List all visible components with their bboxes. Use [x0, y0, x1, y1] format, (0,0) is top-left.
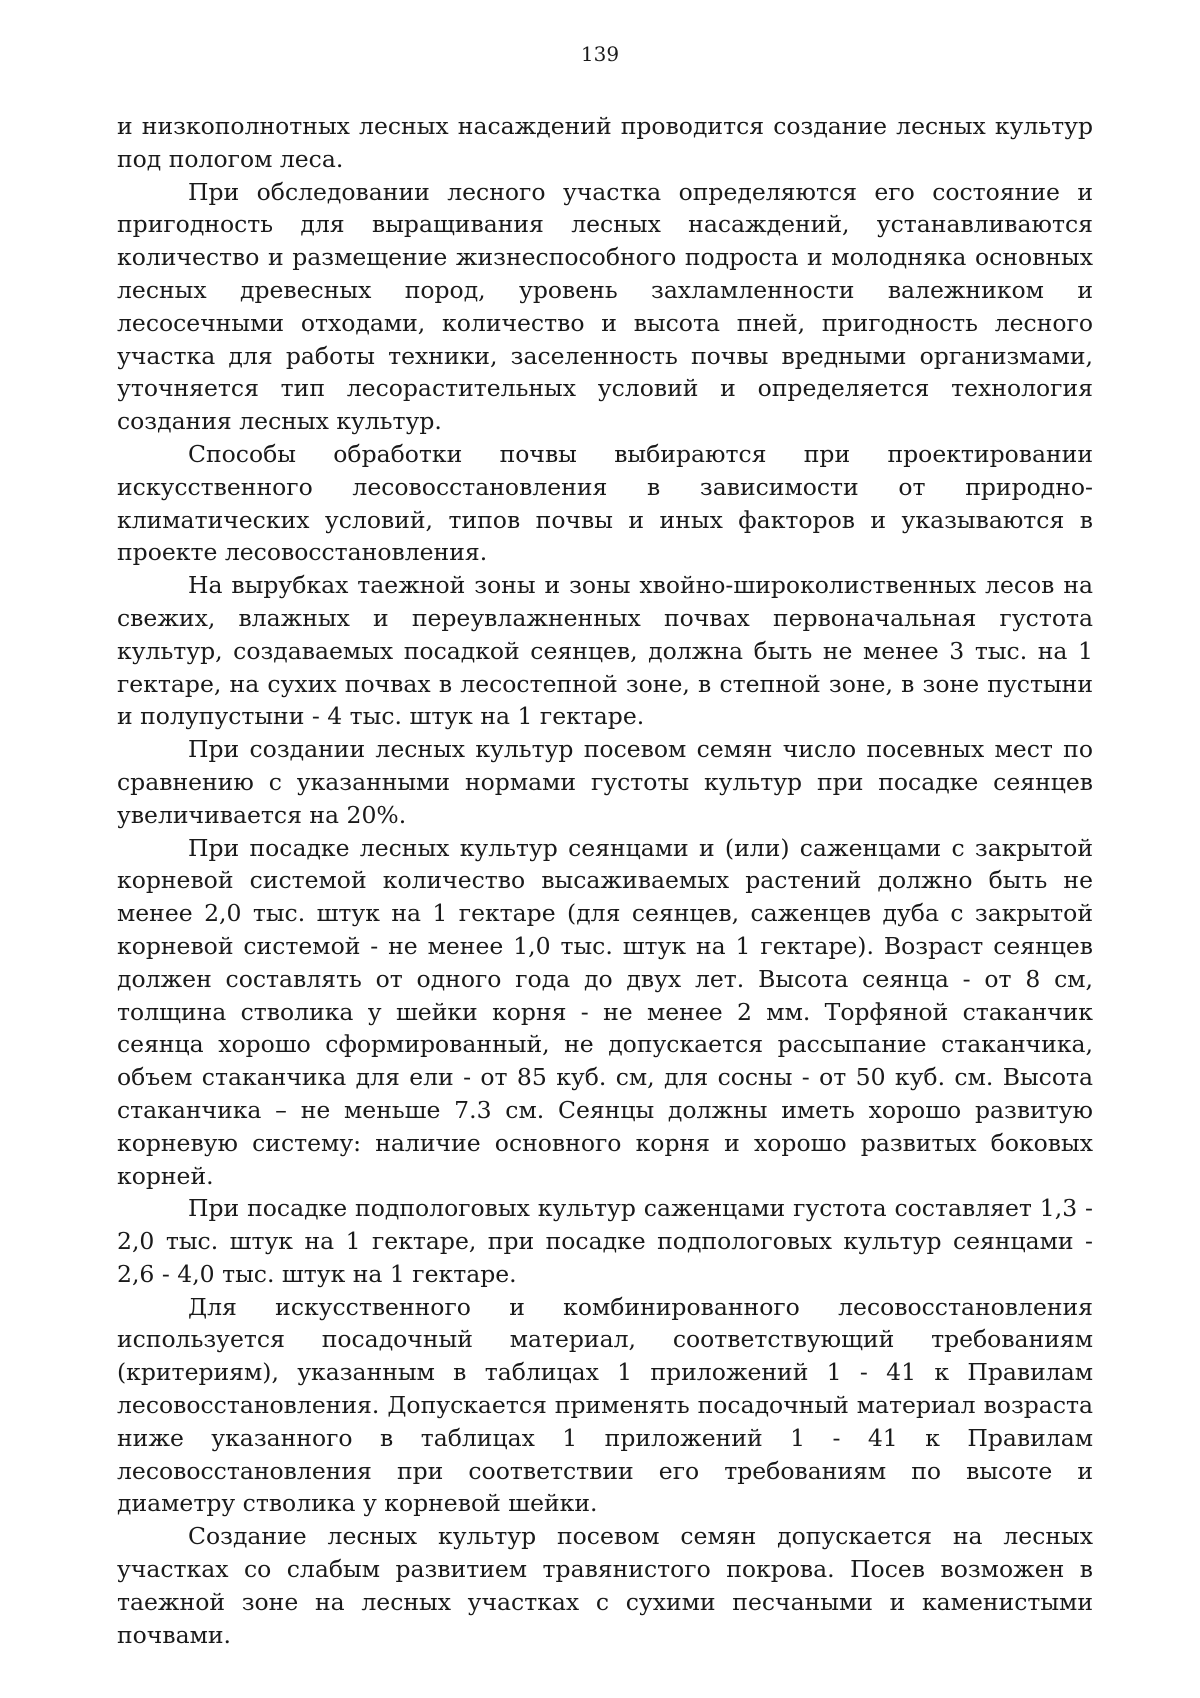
body-text — [117, 110, 1093, 1651]
paragraph-9: Создание лесных культур посевом семян допускается на лесных участках со слабым развитием травянистого покрова. Посев возможен в таежной зоне на лесных участках с сухими песчаными и каменистыми почвами. — [117, 1522, 1093, 1649]
page-number: 139 — [580, 42, 620, 66]
paragraph-6: При посадке лесных культур сеянцами и (или) саженцами с закрытой корневой системой количество высаживаемых растений должно быть не менее 2,0 тыс. штук на 1 гектаре (для сеянцев, саженцев дуба с закрытой корневой системой - не менее 1,0 тыс. штук на 1 гектаре). Возраст сеянцев должен составлять от одного года до двух лет. Высота сеянца - от 8 см, толщина стволика у шейки корня - не менее 2 мм. Торфяной стаканчик сеянца хорошо сформированный, не допускается рассыпание стаканчика, объем стаканчика для ели - от 85 куб. см, для сосны - от 50 куб. см. Высота стаканчика – не меньше 7.3 см. Сеянцы должны иметь хорошо развитую корневую систему: наличие основного корня и хорошо развитых боковых корней. — [117, 833, 1093, 1190]
paragraph-8: Для искусственного и комбинированного лесовосстановления используется посадочный материал, соответствующий требованиям (критериям), указанным в таблицах 1 приложений 1 - 41 к Правилам лесовосстановления. Допускается применять посадочный материал возраста ниже указанного в таблицах 1 приложений 1 - 41 к Правилам лесовосстановления при соответствии его требованиям по высоте и диаметру стволика у корневой шейки. — [117, 1292, 1093, 1518]
paragraph-5: При создании лесных культур посевом семян число посевных мест по сравнению с указанными нормами густоты культур при посадке сеянцев увеличивается на 20%. — [117, 735, 1093, 829]
paragraph-2: При обследовании лесного участка определяются его состояние и пригодность для выращивания лесных насаждений, устанавливаются количество и размещение жизнеспособного подроста и молодняка основных лесных древесных пород, уровень захламленности валежником и лесосечными отходами, количество и высота пней, пригодность лесного участка для работы техники, заселенность почвы вредными организмами, уточняется тип лесорастительных условий и определяется технология создания лесных культур. — [117, 177, 1093, 436]
paragraph-1: и низкополнотных лесных насаждений проводится создание лесных культур под пологом леса. — [117, 112, 1093, 173]
paragraph-4: На вырубках таежной зоны и зоны хвойно-широколиственных лесов на свежих, влажных и переувлажненных почвах первоначальная густота культур, создаваемых посадкой сеянцев, должна быть не менее 3 тыс. на 1 гектаре, на сухих почвах в лесостепной зоне, в степной зоне, в зоне пустыни и полупустыни - 4 тыс. штук на 1 гектаре. — [117, 571, 1093, 731]
paragraph-3: Способы обработки почвы выбираются при проектировании искусственного лесовосстановления в зависимости от природно-климатических условий, типов почвы и иных факторов и указываются в проекте лесовосстановления. — [117, 439, 1093, 567]
paragraph-7: При посадке подпологовых культур саженцами густота составляет 1,3 - 2,0 тыс. штук на 1 гектаре, при посадке подпологовых культур сеянцами - 2,6 - 4,0 тыс. штук на 1 гектаре. — [117, 1194, 1093, 1288]
